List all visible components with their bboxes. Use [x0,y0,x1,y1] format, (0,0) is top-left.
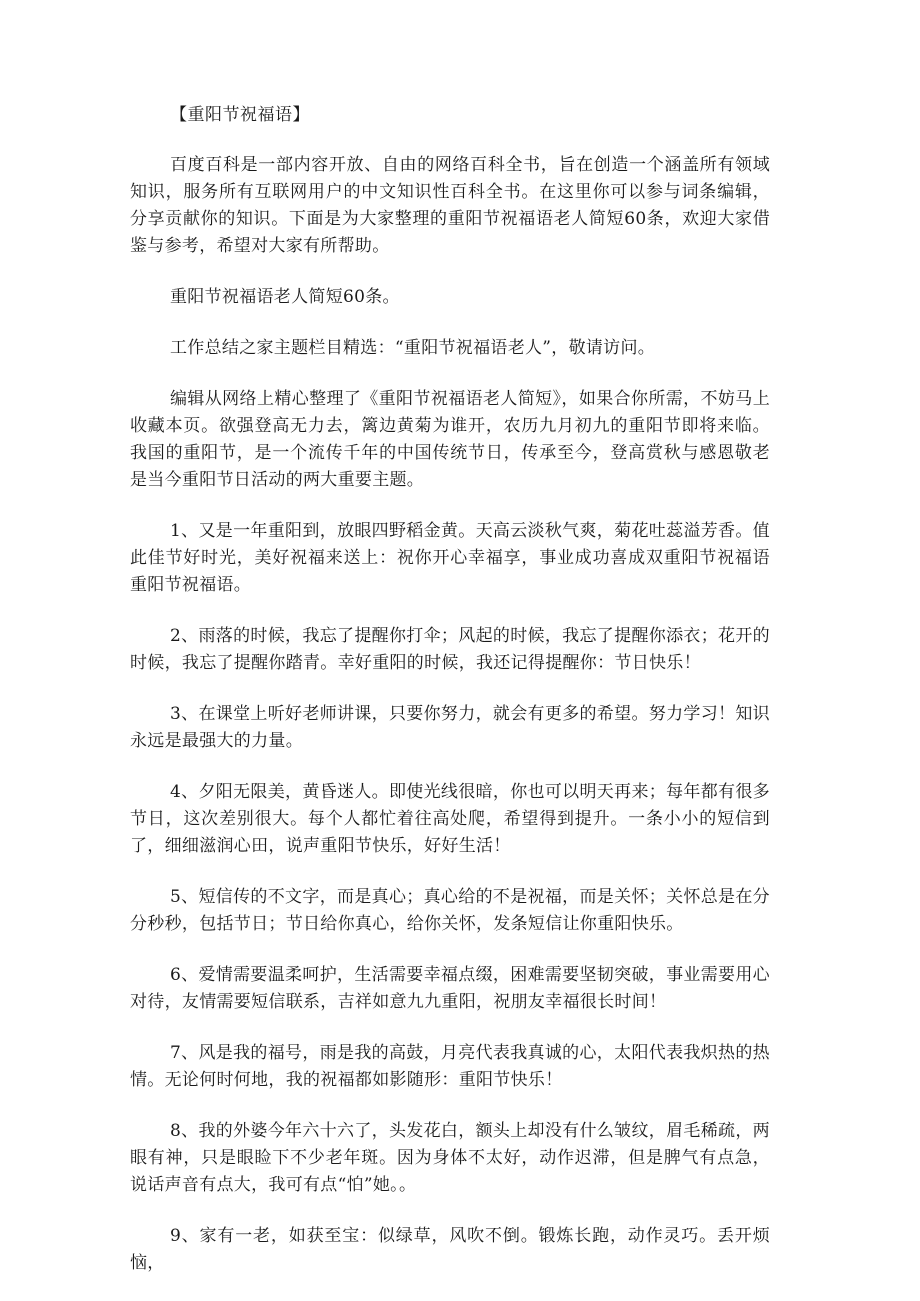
intro-paragraph: 百度百科是一部内容开放、自由的网络百科全书，旨在创造一个涵盖所有领域知识，服务所有互联网用户的中文知识性百科全书。在这里你可以参与词条编辑，分享贡献你的知识。下面是为大家整理的重阳节祝福语老人简短60条，欢迎大家借鉴与参考，希望对大家有所帮助。 [130,155,770,256]
blessing-item: 5、短信传的不文字，而是真心；真心给的不是祝福，而是关怀；关怀总是在分分秒秒，包括节日；节日给你真心，给你关怀，发条短信让你重阳快乐。 [130,887,770,934]
document-title: 【重阳节祝福语】 [170,105,310,125]
intro-paragraph: 编辑从网络上精心整理了《重阳节祝福语老人简短》，如果合你所需，不妨马上收藏本页。欲强登高无力去，篱边黄菊为谁开，农历九月初九的重阳节即将来临。我国的重阳节，是一个流传千年的中国传统节日，传承至今，登高赏秋与感恩敬老是当今重阳节日活动的两大重要主题。 [130,389,770,490]
blessing-item: 2、雨落的时候，我忘了提醒你打伞；风起的时候，我忘了提醒你添衣；花开的时候，我忘了提醒你踏青。幸好重阳的时候，我还记得提醒你：节日快乐！ [130,626,770,673]
blessing-item: 1、又是一年重阳到，放眼四野稻金黄。天高云淡秋气爽，菊花吐蕊溢芳香。值此佳节好时光，美好祝福来送上：祝你开心幸福享，事业成功喜成双重阳节祝福语重阳节祝福语。 [130,521,770,595]
intro-paragraph: 工作总结之家主题栏目精选：“重阳节祝福语老人”，敬请访问。 [170,338,656,358]
blessing-item: 9、家有一老，如获至宝：似绿草，风吹不倒。锻炼长跑，动作灵巧。丢开烦恼， [130,1226,770,1273]
blessing-item: 7、风是我的福号，雨是我的高鼓，月亮代表我真诚的心，太阳代表我炽热的热情。无论何时何地，我的祝福都如影随形：重阳节快乐！ [130,1043,770,1090]
blessing-item: 8、我的外婆今年六十六了，头发花白，额头上却没有什么皱纹，眉毛稀疏，两眼有神，只是眼睑下不少老年斑。因为身体不太好，动作迟滞，但是脾气有点急，说话声音有点大，我可有点“怕”她。。 [130,1121,770,1195]
blessing-item: 6、爱情需要温柔呵护，生活需要幸福点缀，困难需要坚韧突破，事业需要用心对待，友情需要短信联系，吉祥如意九九重阳，祝朋友幸福很长时间！ [130,965,770,1012]
intro-paragraph: 重阳节祝福语老人简短60条。 [170,287,400,307]
document-page [130,100,770,1301]
blessing-item: 3、在课堂上听好老师讲课，只要你努力，就会有更多的希望。努力学习！知识永远是最强大的力量。 [130,704,770,751]
blessing-item: 4、夕阳无限美，黄昏迷人。即使光线很暗，你也可以明天再来；每年都有很多节日，这次差别很大。每个人都忙着往高处爬，希望得到提升。一条小小的短信到了，细细滋润心田，说声重阳节快乐，好好生活！ [130,782,770,856]
blessing-list [130,518,770,1277]
